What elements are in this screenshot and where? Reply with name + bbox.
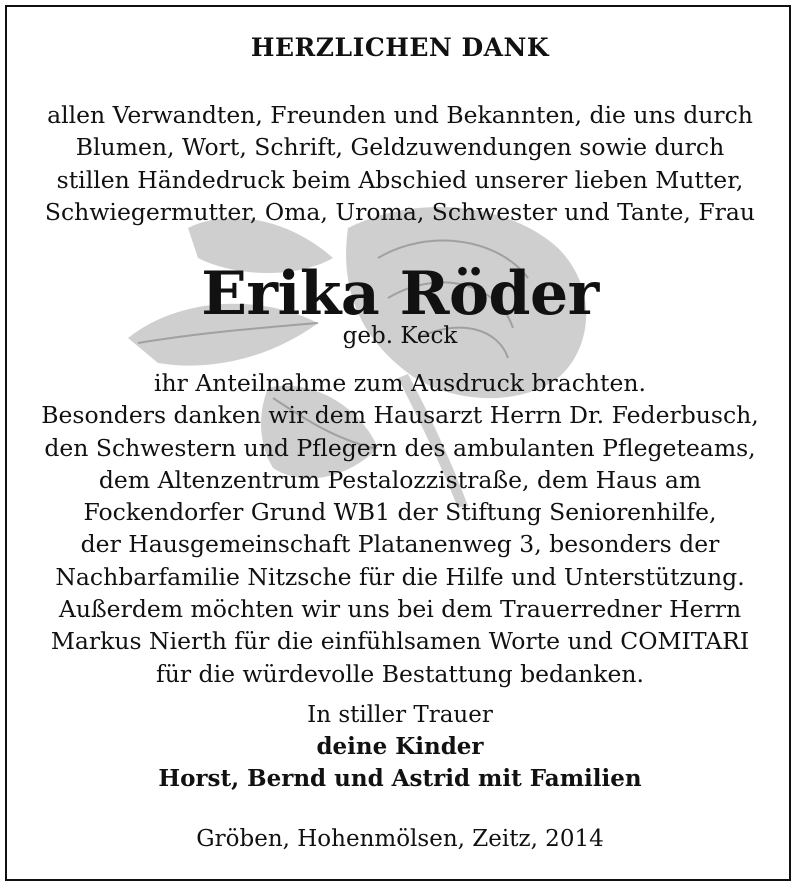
maiden-name: geb. Keck [342,323,458,349]
thanks-line: ihr Anteilnahme zum Ausdruck brachten. [153,369,647,397]
intro-text [0,99,800,228]
intro-line: allen Verwandten, Freunden und Bekannten, die uns durch [47,101,753,129]
intro-line: stillen Händedruck beim Abschied unserer lieben Mutter, [56,165,744,194]
thanks-line: Außerdem möchten wir uns bei dem Trauerredner Herrn [58,595,742,624]
thanks-line: Fockendorfer Grund WB1 der Stiftung Seniorenhilfe, [83,498,717,527]
place-date: Gröben, Hohenmölsen, Zeitz, 2014 [196,826,604,852]
thanks-line: Markus Nierth für die einfühlsamen Worte und COMITARI [50,627,750,656]
thanks-line: für die würdevolle Bestattung bedanken. [156,659,644,688]
closing-line: In stiller Trauer [307,702,493,728]
signer-line: deine Kinder [316,733,484,760]
intro-line: Blumen, Wort, Schrift, Geldzuwendungen sowie durch [75,133,725,162]
thanks-line: Besonders danken wir dem Hausarzt Herrn Dr. Federbusch, [41,401,759,430]
thanks-line: Nachbarfamilie Nitzsche für die Hilfe und Unterstützung. [55,562,745,591]
thanks-line: der Hausgemeinschaft Platanenweg 3, besonders der [80,530,720,559]
deceased-name: Erika Röder [201,259,599,329]
thanks-line: den Schwestern und Pflegern des ambulanten Pflegeteams, [44,433,756,462]
closing-block [0,699,800,795]
thanks-text [0,367,800,690]
intro-line: Schwiegermutter, Oma, Uroma, Schwester und Tante, Frau [44,197,756,226]
heading: HERZLICHEN DANK [250,33,550,62]
thanks-line: dem Altenzentrum Pestalozzistraße, dem Haus am [98,465,702,494]
signer-line: Horst, Bernd und Astrid mit Familien [158,765,642,792]
